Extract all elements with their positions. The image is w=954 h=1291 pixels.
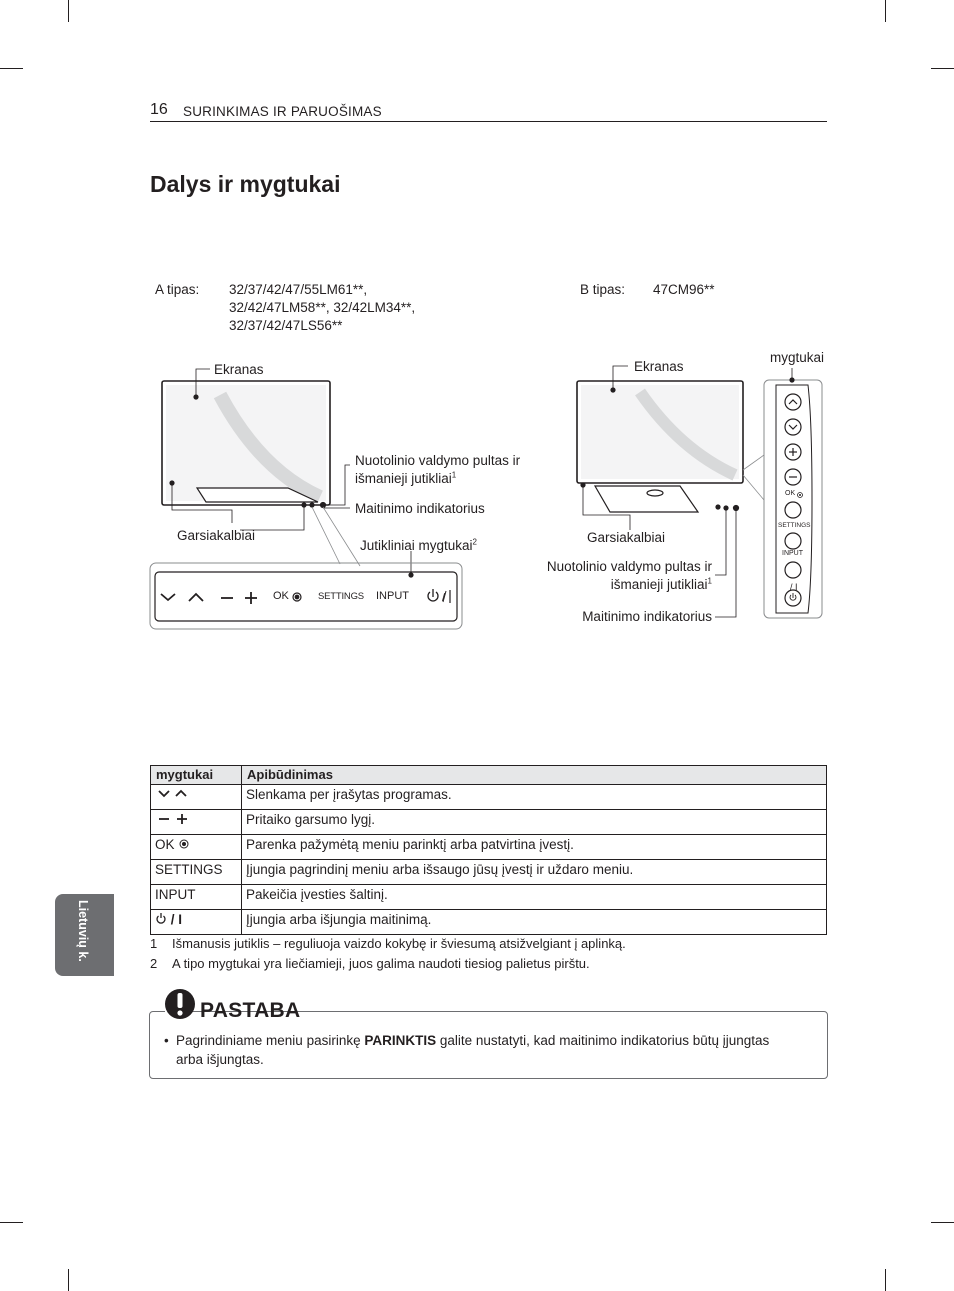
table-row [151, 810, 827, 835]
footnote-number: 2 [150, 956, 158, 971]
buttons-table [150, 765, 827, 935]
side-panel-input-label: INPUT [782, 550, 803, 557]
power-slash-glyph: / I [790, 582, 798, 592]
type-a-model: 32/37/42/47LS56** [229, 318, 343, 333]
note-text-line2: arba išjungtas. [176, 1052, 264, 1067]
type-a-model: 32/42/47LM58**, 32/42LM34**, [229, 300, 416, 315]
callout-remote-sensor-b: Nuotolinio valdymo pultas ir [546, 559, 712, 574]
language-side-tab [55, 894, 114, 976]
slash-glyph: / [442, 592, 446, 604]
table-header: mygtukai [151, 766, 242, 785]
panel-settings-label: SETTINGS [318, 591, 364, 602]
table-header-row [151, 766, 827, 785]
page-number: 16 [150, 101, 168, 118]
note-text: Pagrindiniame meniu pasirinkę PARINKTIS galite nustatyti, kad maitinimo indikatorius būtų įjungtas [176, 1033, 770, 1048]
footnote-text: A tipo mygtukai yra liečiamieji, juos galima naudoti tiesiog palietus pirštu. [172, 956, 590, 971]
table-row [151, 835, 827, 860]
callout-speakers-a: Garsiakalbiai [177, 528, 256, 543]
side-panel-settings-label: SETTINGS [778, 522, 811, 529]
side-panel-ok-label: OK [785, 490, 796, 497]
table-header: Apibūdinimas [242, 766, 827, 785]
row-button: / I [151, 910, 242, 935]
callout-buttons-b: mygtukai [770, 350, 825, 365]
footnote-number: 1 [150, 936, 158, 951]
callout-remote-sensor-a-2: išmanieji jutikliai$^1$ [355, 470, 457, 486]
note-title: PASTABA [200, 999, 301, 1022]
callout-remote-sensor-a: Nuotolinio valdymo pultas ir [355, 453, 521, 468]
callout-power-indicator-b: Maitinimo indikatorius [582, 609, 712, 624]
side-tab-label: Lietuvių k. [76, 900, 90, 962]
row-button: INPUT [151, 885, 242, 910]
page-title: Dalys ir mygtukai [150, 171, 341, 197]
power-icon [155, 912, 167, 924]
panel-input-label: INPUT [376, 590, 409, 602]
footnote-text: Išmanusis jutiklis – reguliuoja vaizdo kokybę ir šviesumą atsižvelgiant į aplinką. [172, 936, 626, 951]
panel-ok-label: OK [273, 590, 289, 602]
table-row [151, 885, 827, 910]
type-b-model: 47CM96** [653, 282, 715, 297]
tv-a-illustration [150, 369, 462, 629]
section-title: SURINKIMAS IR PARUOŠIMAS [183, 104, 382, 119]
row-description: Pritaiko garsumo lygį. [242, 810, 827, 835]
type-a-model: 32/37/42/47/55LM61**, [229, 282, 368, 297]
callout-speakers-b: Garsiakalbiai [587, 530, 666, 545]
callout-screen-b: Ekranas [634, 359, 684, 374]
callout-touch-buttons: Jutikliniai mygtukai$^2$ [360, 537, 477, 553]
ok-dot-icon [178, 837, 190, 849]
crop-mark [0, 1222, 23, 1223]
row-description: Įjungia pagrindinį meniu arba išsaugo jūsų įvestį ir uždaro meniu. [242, 860, 827, 885]
chevron-down-up-icon [151, 785, 242, 810]
row-description: Parenka pažymėtą meniu parinktį arba patvirtina įvestį. [242, 835, 827, 860]
type-a-label: A tipas: [155, 282, 200, 297]
minus-plus-icon [151, 810, 242, 835]
crop-mark [68, 1269, 69, 1291]
callout-screen-a: Ekranas [214, 362, 264, 377]
note-header [165, 988, 301, 1028]
crop-mark [885, 1269, 886, 1291]
callout-power-indicator-a: Maitinimo indikatorius [355, 501, 485, 516]
table-row [151, 910, 827, 935]
table-row [151, 785, 827, 810]
warning-icon [165, 988, 197, 1020]
type-b-label: B tipas: [580, 282, 626, 297]
row-description: Įjungia arba išjungia maitinimą. [242, 910, 827, 935]
callout-remote-sensor-b-2: išmanieji jutikliai$^1$ [610, 576, 712, 592]
row-button: OK [151, 835, 242, 860]
row-description: Pakeičia įvesties šaltinį. [242, 885, 827, 910]
table-row [151, 860, 827, 885]
note-bullet: • [164, 1033, 169, 1048]
row-description: Slenkama per įrašytas programas. [242, 785, 827, 810]
crop-mark [931, 1222, 954, 1223]
row-button: SETTINGS [151, 860, 242, 885]
